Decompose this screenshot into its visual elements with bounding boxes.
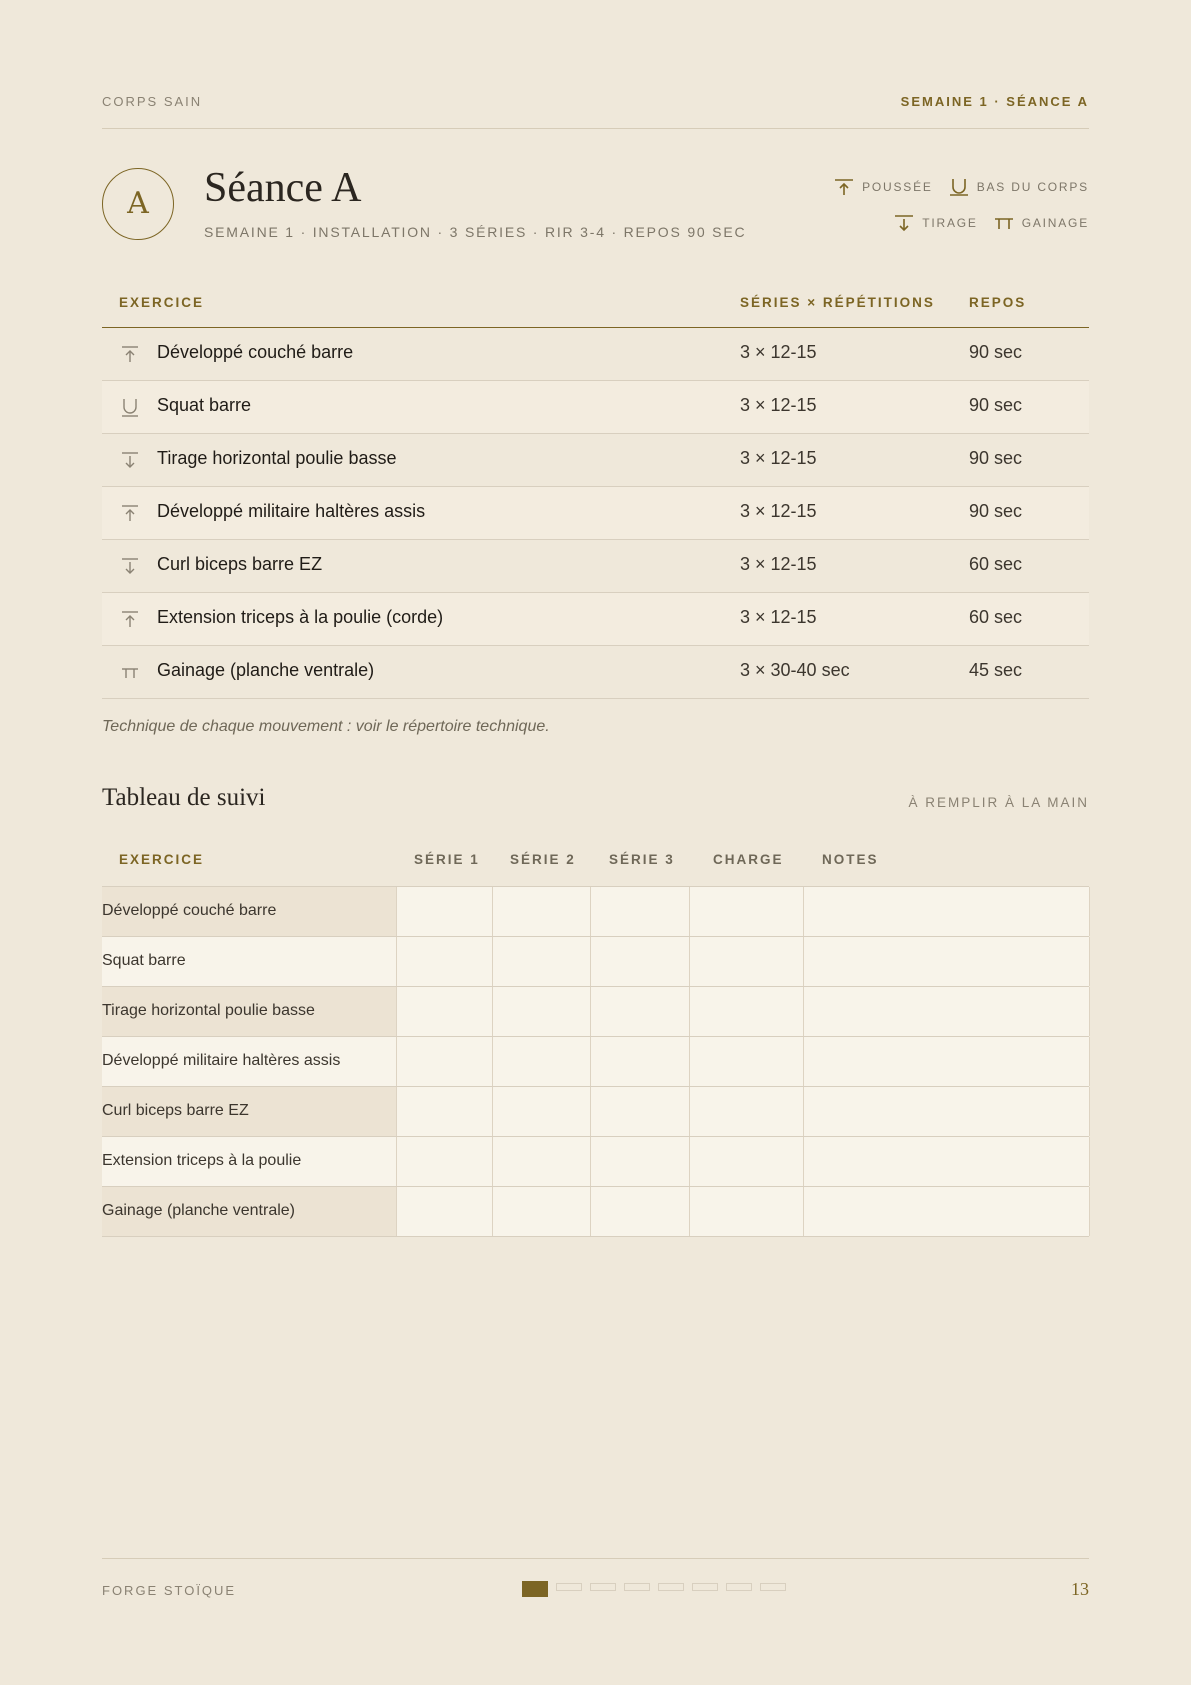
exercise-rest: 90 sec xyxy=(969,448,1023,468)
cell-serie-2[interactable] xyxy=(492,987,591,1036)
core-icon xyxy=(994,214,1014,232)
exercise-name: Curl biceps barre EZ xyxy=(157,554,323,574)
page-dot xyxy=(726,1583,752,1591)
cell-charge[interactable] xyxy=(689,1137,804,1186)
tracking-row xyxy=(102,987,1089,1037)
page-dot xyxy=(590,1583,616,1591)
exercise-sets: 3 × 12-15 xyxy=(740,395,817,415)
tracking-row-label-cell xyxy=(102,1137,396,1186)
cell-serie-3[interactable] xyxy=(590,1037,690,1086)
trk-col-serie-1: SÉRIE 1 xyxy=(414,852,480,867)
exercise-table xyxy=(102,285,1089,699)
tracking-row-label-cell xyxy=(102,887,396,936)
cell-serie-3[interactable] xyxy=(590,1137,690,1186)
cell-serie-1[interactable] xyxy=(396,887,493,936)
cell-serie-3[interactable] xyxy=(590,1087,690,1136)
exercise-row xyxy=(102,434,1089,487)
tracking-row-label-cell xyxy=(102,1087,396,1136)
exercise-rest: 45 sec xyxy=(969,660,1023,680)
exercise-sets: 3 × 12-15 xyxy=(740,554,817,574)
page-dot xyxy=(760,1583,786,1591)
cell-charge[interactable] xyxy=(689,937,804,986)
tracking-exercise-name: Gainage (planche ventrale) xyxy=(102,1202,296,1219)
cell-notes[interactable] xyxy=(803,1037,1090,1086)
page xyxy=(102,0,1089,1685)
exercise-name: Extension triceps à la poulie (corde) xyxy=(157,607,444,627)
brand-label: CORPS SAIN xyxy=(102,94,203,109)
tracking-row xyxy=(102,1037,1089,1087)
tracking-title: Tableau de suivi xyxy=(102,784,266,811)
page-dot xyxy=(556,1583,582,1591)
exercise-sets: 3 × 12-15 xyxy=(740,448,817,468)
exercise-rest: 60 sec xyxy=(969,607,1023,627)
exercise-rest: 90 sec xyxy=(969,395,1023,415)
cell-serie-3[interactable] xyxy=(590,1187,690,1236)
trk-col-exercise: EXERCICE xyxy=(119,852,205,867)
page-title: Séance A xyxy=(204,165,362,211)
tracking-table-header xyxy=(102,842,1089,887)
tracking-exercise-name: Développé couché barre xyxy=(102,902,277,919)
session-tag: SEMAINE 1 · SÉANCE A xyxy=(900,94,1089,109)
legend-core-label: GAINAGE xyxy=(1021,216,1089,230)
tracking-row xyxy=(102,1137,1089,1187)
col-exercise: EXERCICE xyxy=(119,295,205,310)
core-icon xyxy=(120,662,140,682)
cell-notes[interactable] xyxy=(803,887,1090,936)
lower-body-icon xyxy=(120,397,140,417)
trk-col-serie-3: SÉRIE 3 xyxy=(609,852,675,867)
tracking-row-label-cell xyxy=(102,937,396,986)
cell-serie-1[interactable] xyxy=(396,1037,493,1086)
exercise-row xyxy=(102,646,1089,699)
pull-icon xyxy=(894,214,914,232)
col-sets-reps: SÉRIES × RÉPÉTITIONS xyxy=(740,295,935,310)
tracking-table xyxy=(102,842,1089,1237)
trk-col-notes: NOTES xyxy=(822,852,879,867)
cell-serie-2[interactable] xyxy=(492,1137,591,1186)
cell-notes[interactable] xyxy=(803,1087,1090,1136)
push-icon xyxy=(120,344,140,364)
exercise-name: Développé couché barre xyxy=(157,342,354,362)
tracking-row xyxy=(102,937,1089,987)
exercise-sets: 3 × 12-15 xyxy=(740,607,817,627)
session-subtitle: SEMAINE 1 · INSTALLATION · 3 SÉRIES · RIR 3-4 · REPOS 90 SEC xyxy=(204,224,747,240)
tracking-exercise-name: Extension triceps à la poulie xyxy=(102,1152,302,1169)
legend-pull-label: TIRAGE xyxy=(922,216,978,230)
exercise-row xyxy=(102,487,1089,540)
page-indicator xyxy=(522,1583,786,1597)
pull-icon xyxy=(120,450,140,470)
page-footer xyxy=(102,1558,1089,1619)
exercise-row xyxy=(102,328,1089,381)
page-dot xyxy=(658,1583,684,1591)
page-header xyxy=(102,88,1089,129)
exercise-sets: 3 × 12-15 xyxy=(740,501,817,521)
page-dot-active xyxy=(522,1581,548,1597)
tracking-row xyxy=(102,887,1089,937)
push-icon xyxy=(120,503,140,523)
footer-brand: FORGE STOÏQUE xyxy=(102,1583,237,1598)
cell-serie-3[interactable] xyxy=(590,887,690,936)
pull-icon xyxy=(120,556,140,576)
legend-push-label: POUSSÉE xyxy=(862,180,933,194)
cell-serie-1[interactable] xyxy=(396,1137,493,1186)
exercise-sets: 3 × 30-40 sec xyxy=(740,660,850,680)
tracking-row xyxy=(102,1087,1089,1137)
movement-legend xyxy=(789,172,1089,232)
tracking-exercise-name: Curl biceps barre EZ xyxy=(102,1102,249,1119)
trk-col-serie-2: SÉRIE 2 xyxy=(510,852,576,867)
session-badge: A xyxy=(102,168,174,240)
cell-charge[interactable] xyxy=(689,1187,804,1236)
exercise-name: Squat barre xyxy=(157,395,252,415)
page-dot xyxy=(692,1583,718,1591)
cell-notes[interactable] xyxy=(803,1187,1090,1236)
cell-serie-1[interactable] xyxy=(396,1187,493,1236)
exercise-name: Tirage horizontal poulie basse xyxy=(157,448,397,468)
tracking-hint: À REMPLIR À LA MAIN xyxy=(908,795,1089,810)
cell-serie-1[interactable] xyxy=(396,987,493,1036)
cell-serie-2[interactable] xyxy=(492,1187,591,1236)
tracking-exercise-name: Tirage horizontal poulie basse xyxy=(102,1002,315,1019)
exercise-row xyxy=(102,593,1089,646)
push-icon xyxy=(834,178,854,196)
cell-serie-3[interactable] xyxy=(590,987,690,1036)
legend-push xyxy=(834,178,933,196)
cell-notes[interactable] xyxy=(803,937,1090,986)
exercise-rest: 90 sec xyxy=(969,342,1023,362)
cell-serie-1[interactable] xyxy=(396,1087,493,1136)
exercise-sets: 3 × 12-15 xyxy=(740,342,817,362)
tracking-row-label-cell xyxy=(102,987,396,1036)
exercise-row xyxy=(102,381,1089,434)
page-dot xyxy=(624,1583,650,1591)
legend-pull xyxy=(894,214,977,232)
tracking-exercise-name: Squat barre xyxy=(102,952,186,969)
cell-serie-2[interactable] xyxy=(492,937,591,986)
exercise-rest: 60 sec xyxy=(969,554,1023,574)
col-rest: REPOS xyxy=(969,295,1027,310)
cell-charge[interactable] xyxy=(689,887,804,936)
cell-serie-2[interactable] xyxy=(492,1087,591,1136)
cell-charge[interactable] xyxy=(689,987,804,1036)
cell-serie-2[interactable] xyxy=(492,1037,591,1086)
cell-serie-1[interactable] xyxy=(396,937,493,986)
cell-charge[interactable] xyxy=(689,1037,804,1086)
technique-note: Technique de chaque mouvement : voir le répertoire technique. xyxy=(102,718,550,735)
cell-notes[interactable] xyxy=(803,987,1090,1036)
cell-serie-3[interactable] xyxy=(590,937,690,986)
exercise-name: Gainage (planche ventrale) xyxy=(157,660,375,680)
tracking-row-label-cell xyxy=(102,1037,396,1086)
trk-col-charge: CHARGE xyxy=(713,852,784,867)
lower-body-icon xyxy=(949,178,969,196)
page-number: 13 xyxy=(1071,1579,1089,1599)
tracking-row xyxy=(102,1187,1089,1237)
cell-serie-2[interactable] xyxy=(492,887,591,936)
legend-core xyxy=(994,214,1089,232)
exercise-name: Développé militaire haltères assis xyxy=(157,501,426,521)
exercise-table-header xyxy=(102,285,1089,328)
tracking-row-label-cell xyxy=(102,1187,396,1236)
exercise-rest: 90 sec xyxy=(969,501,1023,521)
push-icon xyxy=(120,609,140,629)
exercise-row xyxy=(102,540,1089,593)
legend-lower-label: BAS DU CORPS xyxy=(976,180,1089,194)
legend-lower-body xyxy=(949,178,1089,196)
tracking-exercise-name: Développé militaire haltères assis xyxy=(102,1052,341,1069)
cell-charge[interactable] xyxy=(689,1087,804,1136)
cell-notes[interactable] xyxy=(803,1137,1090,1186)
